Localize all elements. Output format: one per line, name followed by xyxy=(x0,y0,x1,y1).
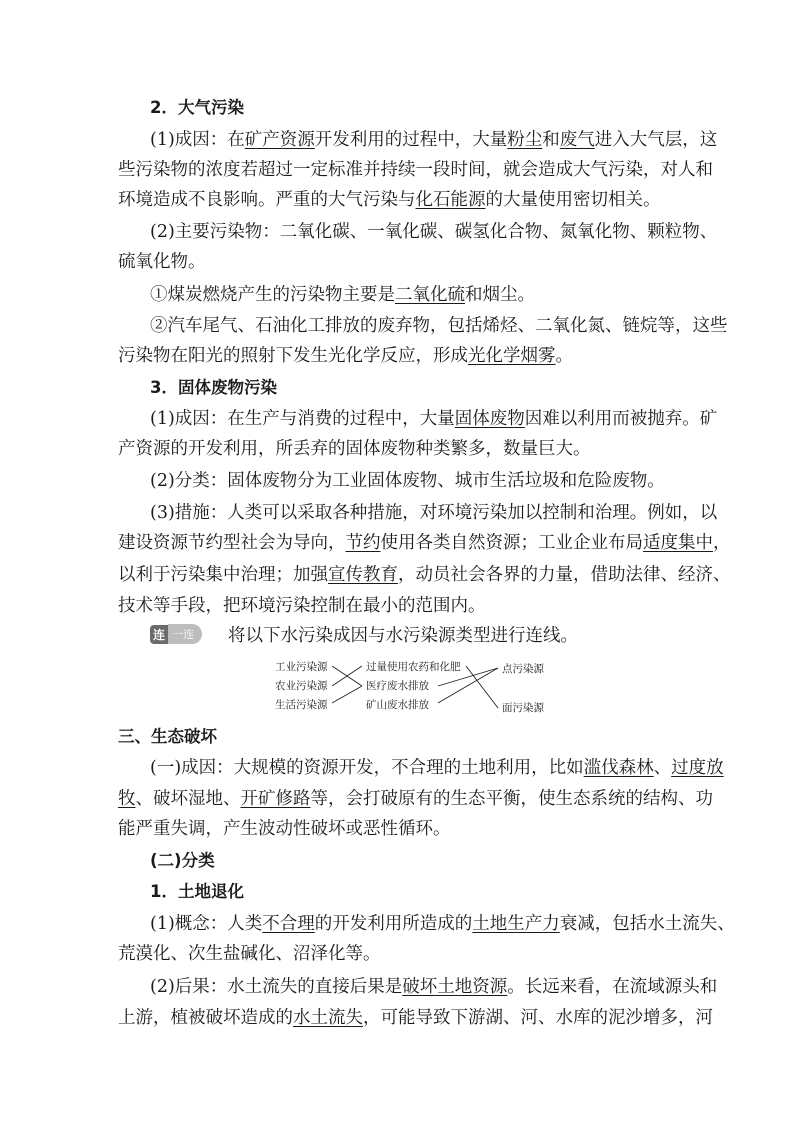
source-type-label: 农业污染源 xyxy=(275,680,328,692)
source-type-label: 生活污染源 xyxy=(275,699,328,711)
paragraph-line: (一)成因：大规模的资源开发，不合理的土地利用，比如滥伐森林、过度放 xyxy=(150,758,724,778)
paragraph-line: ②汽车尾气、石油化工排放的废弃物，包括烯烃、二氧化氮、链烷等，这些 xyxy=(150,316,728,336)
paragraph-line: (2)后果：水土流失的直接后果是破坏土地资源。长远来看，在流域源头和 xyxy=(150,977,718,997)
matching-diagram xyxy=(270,656,560,716)
paragraph-line: 硫氧化物。 xyxy=(118,252,206,272)
match-line xyxy=(466,666,498,708)
paragraph-line: 以利于污染集中治理；加强宣传教育，动员社会各界的力量，借助法律、经济、 xyxy=(118,565,731,585)
paragraph-line: 环境造成不良影响。严重的大气污染与化石能源的大量使用密切相关。 xyxy=(118,190,661,210)
badge-label: 一连 xyxy=(168,624,202,644)
pollution-source-label: 点污染源 xyxy=(502,663,544,675)
exercise-badge xyxy=(150,624,202,644)
paragraph-line: (2)分类：固体废物分为工业固体废物、城市生活垃圾和危险废物。 xyxy=(150,471,665,491)
exercise-prompt: 将以下水污染成因与水污染源类型进行连线。 xyxy=(228,626,578,646)
paragraph-line: (1)成因：在生产与消费的过程中，大量固体废物因难以利用而被抛弃。矿 xyxy=(150,409,718,429)
paragraph-line: 能严重失调，产生波动性破坏或恶性循环。 xyxy=(118,819,451,839)
paragraph-line: (2)主要污染物：二氧化碳、一氧化碳、碳氢化合物、氮氧化物、颗粒物、 xyxy=(150,222,718,242)
match-line xyxy=(332,686,362,703)
paragraph-line: (1)成因：在矿产资源开发利用的过程中，大量粉尘和废气进入大气层，这 xyxy=(150,130,718,150)
cause-label: 矿山废水排放 xyxy=(366,699,429,711)
subsection-heading: (二)分类 xyxy=(150,851,215,870)
paragraph-line: 些污染物的浓度若超过一定标准并持续一段时间，就会造成大气污染，对人和 xyxy=(118,160,713,180)
paragraph-line: 技术等手段，把环境污染控制在最小的范围内。 xyxy=(118,596,486,616)
paragraph-line: (3)措施：人类可以采取各种措施，对环境污染加以控制和治理。例如，以 xyxy=(150,503,718,523)
paragraph-line: ①煤炭燃烧产生的污染物主要是二氧化硫和烟尘。 xyxy=(150,285,535,305)
section-heading: 3．固体废物污染 xyxy=(150,378,277,397)
paragraph-line: (1)概念：人类不合理的开发利用所造成的土地生产力衰减，包括水土流失、 xyxy=(150,914,735,934)
paragraph-line: 牧、破坏湿地、开矿修路等，会打破原有的生态平衡，使生态系统的结构、功 xyxy=(118,789,713,809)
section-heading: 2．大气污染 xyxy=(150,98,244,117)
badge-icon: 连 xyxy=(150,625,168,644)
paragraph-line: 荒漠化、次生盐碱化、沼泽化等。 xyxy=(118,944,381,964)
paragraph-line: 建设资源节约型社会为导向，节约使用各类自然资源；工业企业布局适度集中， xyxy=(118,533,731,553)
cause-label: 医疗废水排放 xyxy=(366,680,429,692)
source-type-label: 工业污染源 xyxy=(275,661,328,673)
section-heading: 三、生态破坏 xyxy=(118,727,217,746)
pollution-source-label: 面污染源 xyxy=(502,702,544,714)
cause-label: 过量使用农药和化肥 xyxy=(366,661,461,673)
paragraph-line: 污染物在阳光的照射下发生光化学反应，形成光化学烟雾。 xyxy=(118,346,573,366)
paragraph-line: 产资源的开发利用，所丢弃的固体废物种类繁多，数量巨大。 xyxy=(118,439,591,459)
paragraph-line: 上游，植被破坏造成的水土流失，可能导致下游湖、河、水库的泥沙增多，河 xyxy=(118,1008,713,1028)
subsection-heading: 1．土地退化 xyxy=(150,882,244,901)
